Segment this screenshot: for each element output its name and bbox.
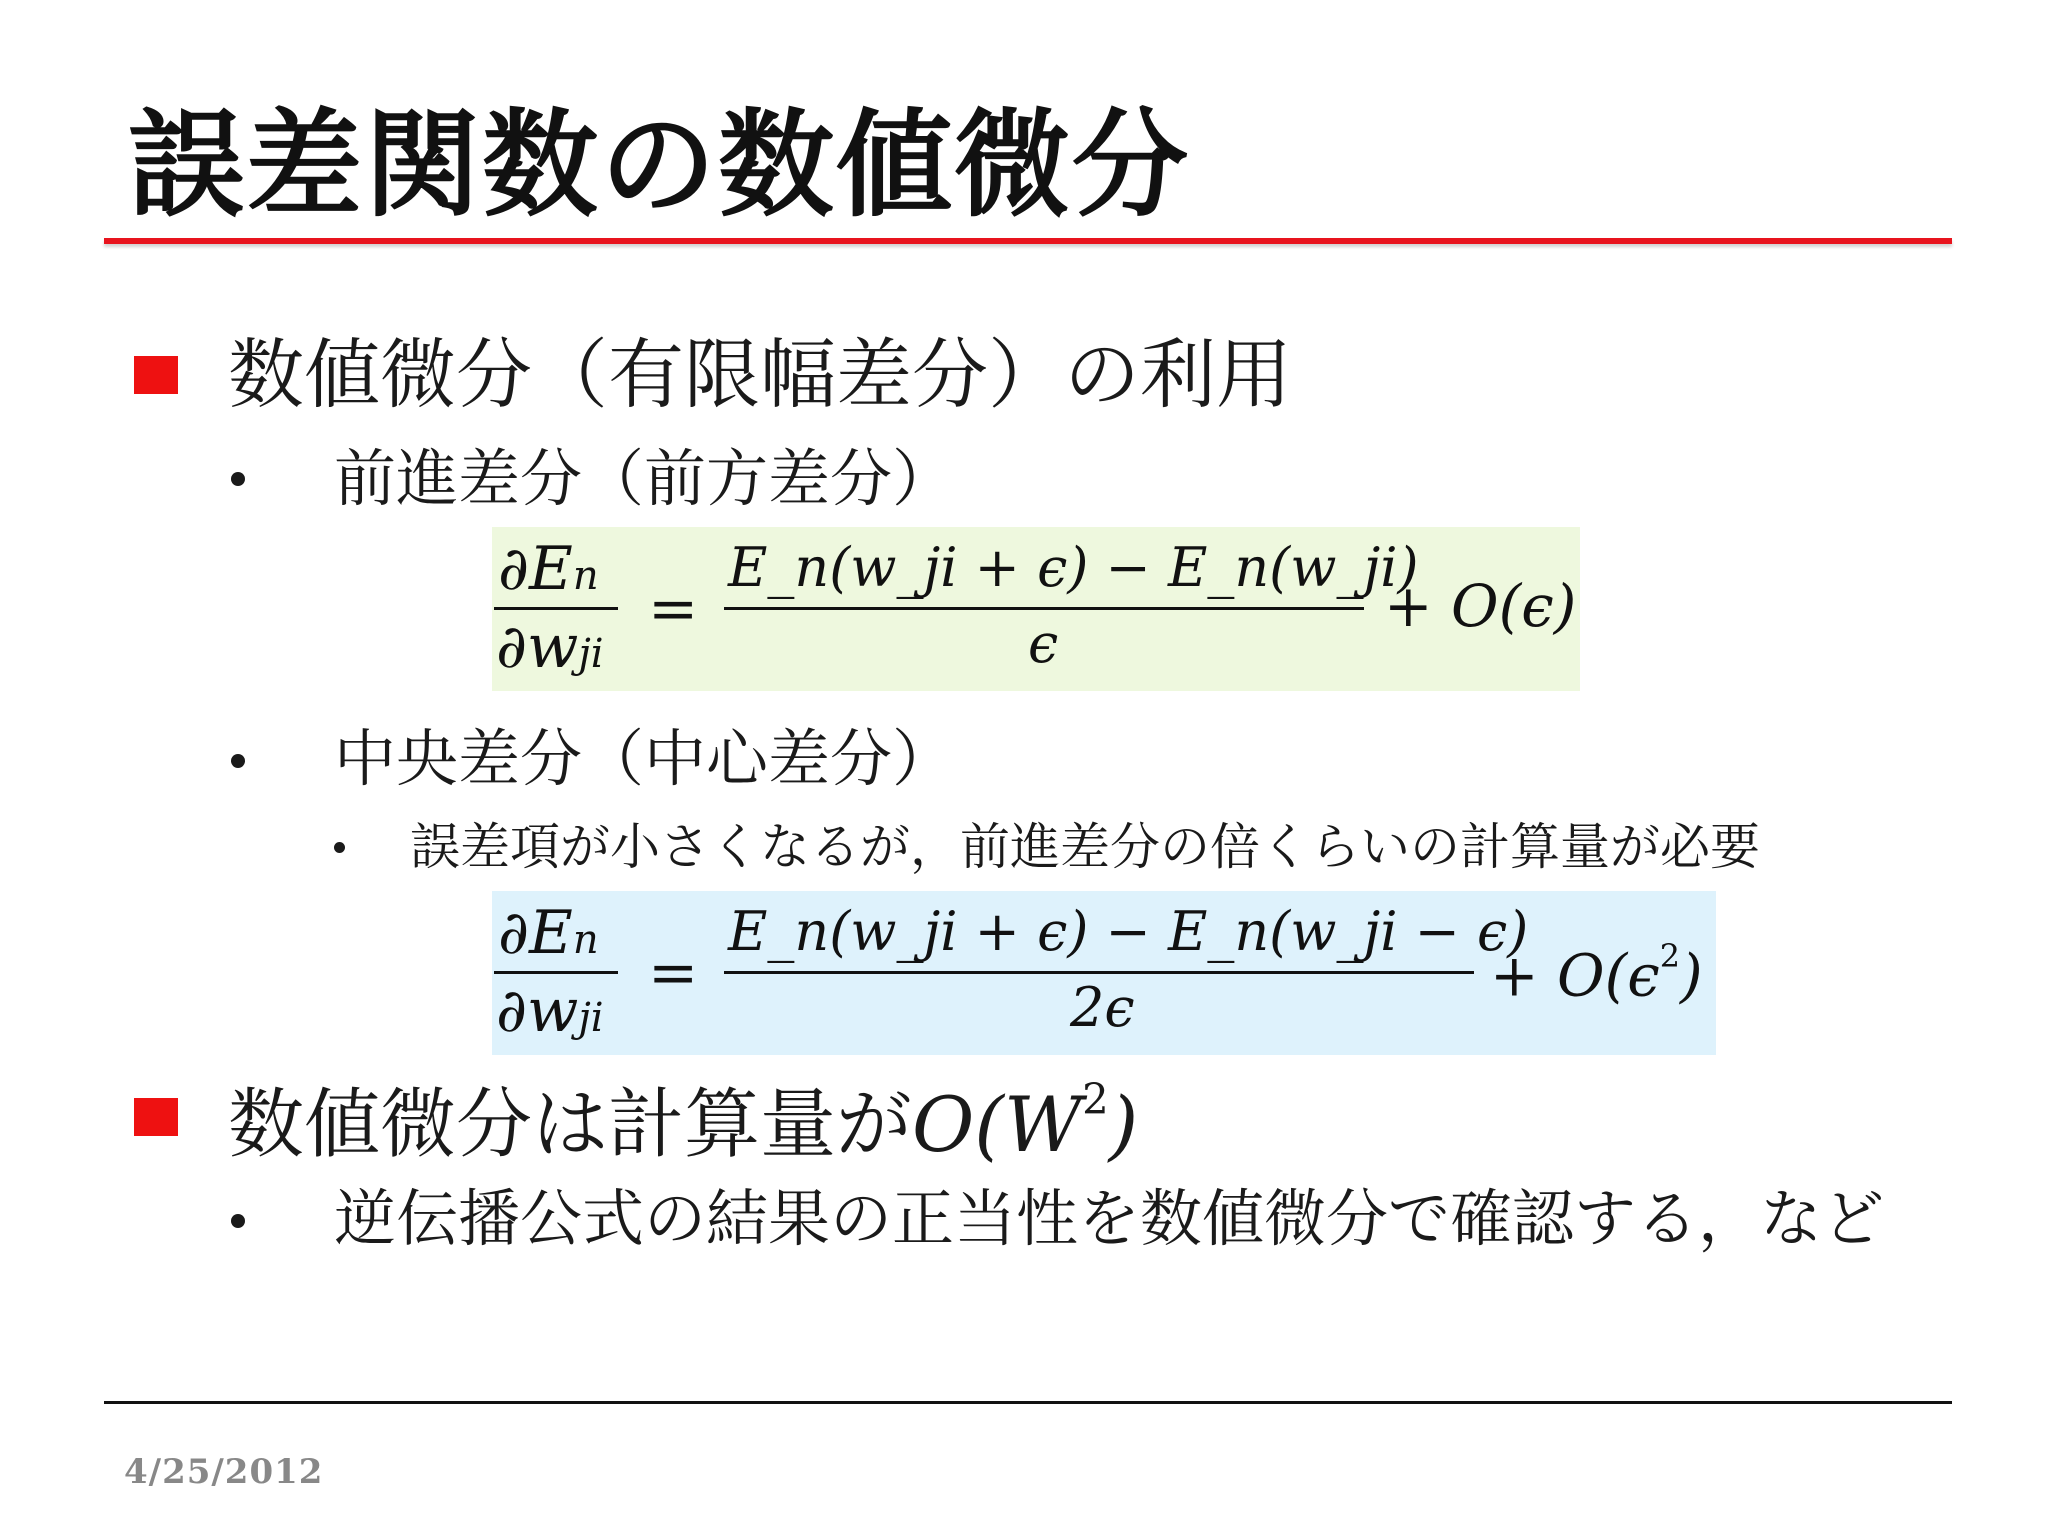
eq1-error-term: + O(ϵ) xyxy=(1384,572,1577,640)
eq2-lhs-fraction-bar xyxy=(494,971,618,974)
bullet-numerical-differentiation: 数値微分（有限幅差分）の利用 xyxy=(228,330,1292,419)
eq2-rhs-numerator: E_n(w_ji + ϵ) − E_n(w_ji − ϵ) xyxy=(728,900,1529,963)
dot-bullet-icon xyxy=(334,842,345,853)
eq2-lhs-denominator: ∂wji xyxy=(496,976,604,1046)
central-difference-equation xyxy=(492,891,1716,1055)
eq2-rhs-denominator: 2ϵ xyxy=(1070,976,1135,1039)
bullet-central-difference: 中央差分（中心差分） xyxy=(334,722,955,795)
square-bullet-icon xyxy=(134,1098,178,1136)
computational-cost-math: $O(W^2)$ xyxy=(912,1074,1139,1169)
eq1-rhs-fraction-bar xyxy=(724,607,1364,610)
bullet-forward-difference: 前進差分（前方差分） xyxy=(334,442,955,515)
bullet-central-difference-note: 誤差項が小さくなるが，前進差分の倍くらいの計算量が必要 xyxy=(410,818,1760,876)
eq1-rhs-denominator: ϵ xyxy=(1028,612,1059,675)
footer-rule xyxy=(104,1401,1952,1404)
eq2-rhs-fraction-bar xyxy=(724,971,1474,974)
eq1-lhs-denominator: ∂wji xyxy=(496,612,604,682)
forward-difference-equation xyxy=(492,527,1580,691)
bullet-computational-cost: 数値微分は計算量が$O(W^2)$ xyxy=(228,1074,1139,1169)
eq2-equals: = xyxy=(648,938,699,1008)
square-bullet-icon xyxy=(134,356,178,394)
eq2-lhs-numerator: ∂En xyxy=(498,898,599,968)
eq2-error-term: + $O(\epsilon^2)$ xyxy=(1490,937,1703,1010)
dot-bullet-icon xyxy=(231,1214,245,1228)
bullet-backprop-verification: 逆伝播公式の結果の正当性を数値微分で確認する，など xyxy=(334,1182,1885,1255)
dot-bullet-icon xyxy=(231,754,245,768)
slide-title: 誤差関数の数値微分 xyxy=(128,98,1190,233)
eq1-rhs-numerator: E_n(w_ji + ϵ) − E_n(w_ji) xyxy=(728,536,1419,599)
eq1-lhs-numerator: ∂En xyxy=(498,534,599,604)
eq1-lhs-fraction-bar xyxy=(494,607,618,610)
title-underline xyxy=(104,238,1952,244)
footer-date: 4/25/2012 xyxy=(124,1452,324,1492)
eq1-equals: = xyxy=(648,574,699,644)
dot-bullet-icon xyxy=(231,472,245,486)
